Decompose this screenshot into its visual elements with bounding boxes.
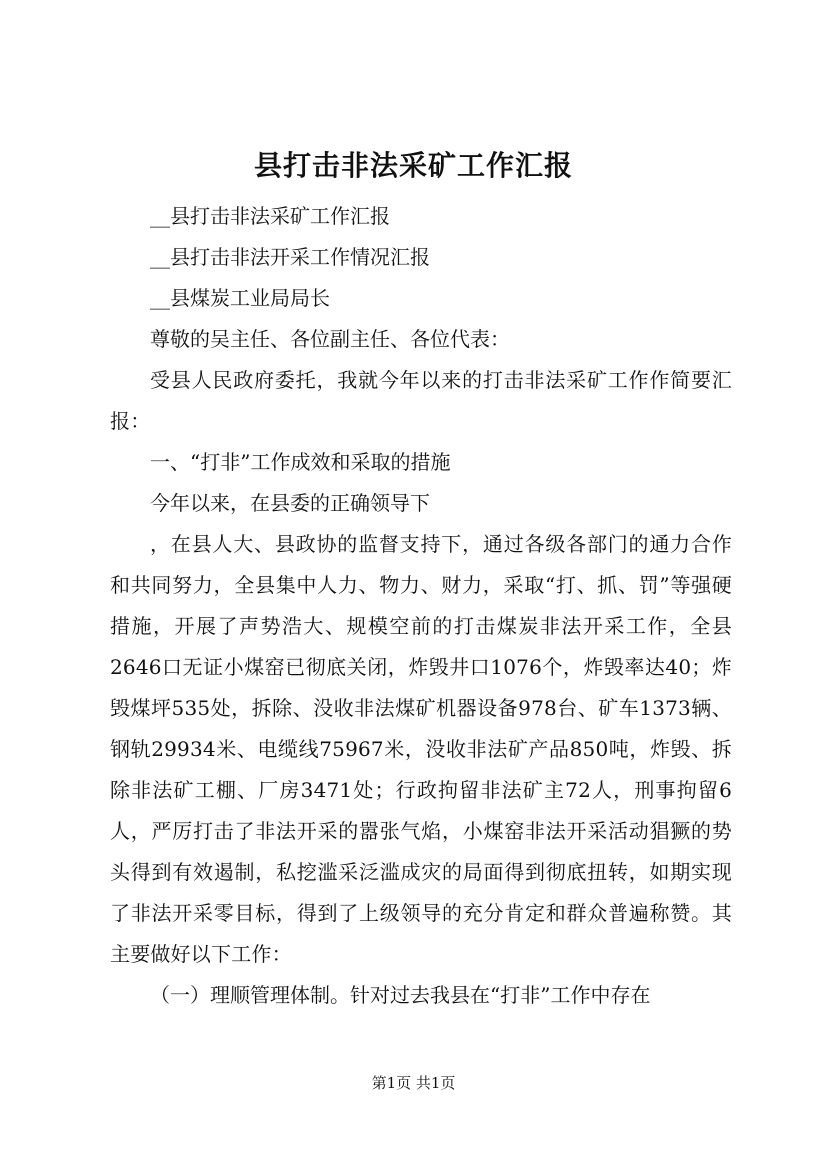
body-paragraph: ，在县人大、县政协的监督支持下，通过各级各部门的通力合作和共同努力，全县集中人力、物力、财力，采取“打、抓、罚”等强硬措施，开展了声势浩大、规模空前的打击煤炭非法开采工作，全县2646口无证小煤窑已彻底关闭，炸毁井口1076个，炸毁率达40；炸毁煤坪535处，拆除、没收非法煤矿机器设备978台、矿车1373辆、钢轨29934米、电缆线75967米，没收非法矿产品850吨，炸毁、拆除非法矿工棚、厂房3471处；行政拘留非法矿主72人，刑事拘留6人，严厉打击了非法开采的嚣张气焰，小煤窑非法开采活动猖獗的势头得到有效遏制，私挖滥采泛滥成灾的局面得到彻底扭转，如期实现了非法开采零目标，得到了上级领导的充分肯定和群众普遍称赞。其主要做好以下工作： [110, 532, 732, 966]
body-paragraph: （一）理顺管理体制。针对过去我县在“打非”工作中存在 [150, 983, 651, 1007]
body-paragraph: 今年以来，在县委的正确领导下 [150, 491, 430, 515]
section-heading: 一、“打非”工作成效和采取的措施 [150, 450, 451, 474]
author-line: __县煤炭工业局局长 [150, 286, 330, 310]
page-footer: 第1页 共1页 [371, 1074, 456, 1092]
subtitle-line: __县打击非法采矿工作汇报 [150, 204, 390, 228]
document-title: 县打击非法采矿工作汇报 [253, 149, 573, 182]
body-paragraph: 受县人民政府委托，我就今年以来的打击非法采矿工作作简要汇报： [110, 368, 732, 433]
salutation: 尊敬的吴主任、各位副主任、各位代表： [150, 327, 510, 351]
document-body [110, 196, 732, 1016]
subtitle-line: __县打击非法开采工作情况汇报 [150, 245, 430, 269]
